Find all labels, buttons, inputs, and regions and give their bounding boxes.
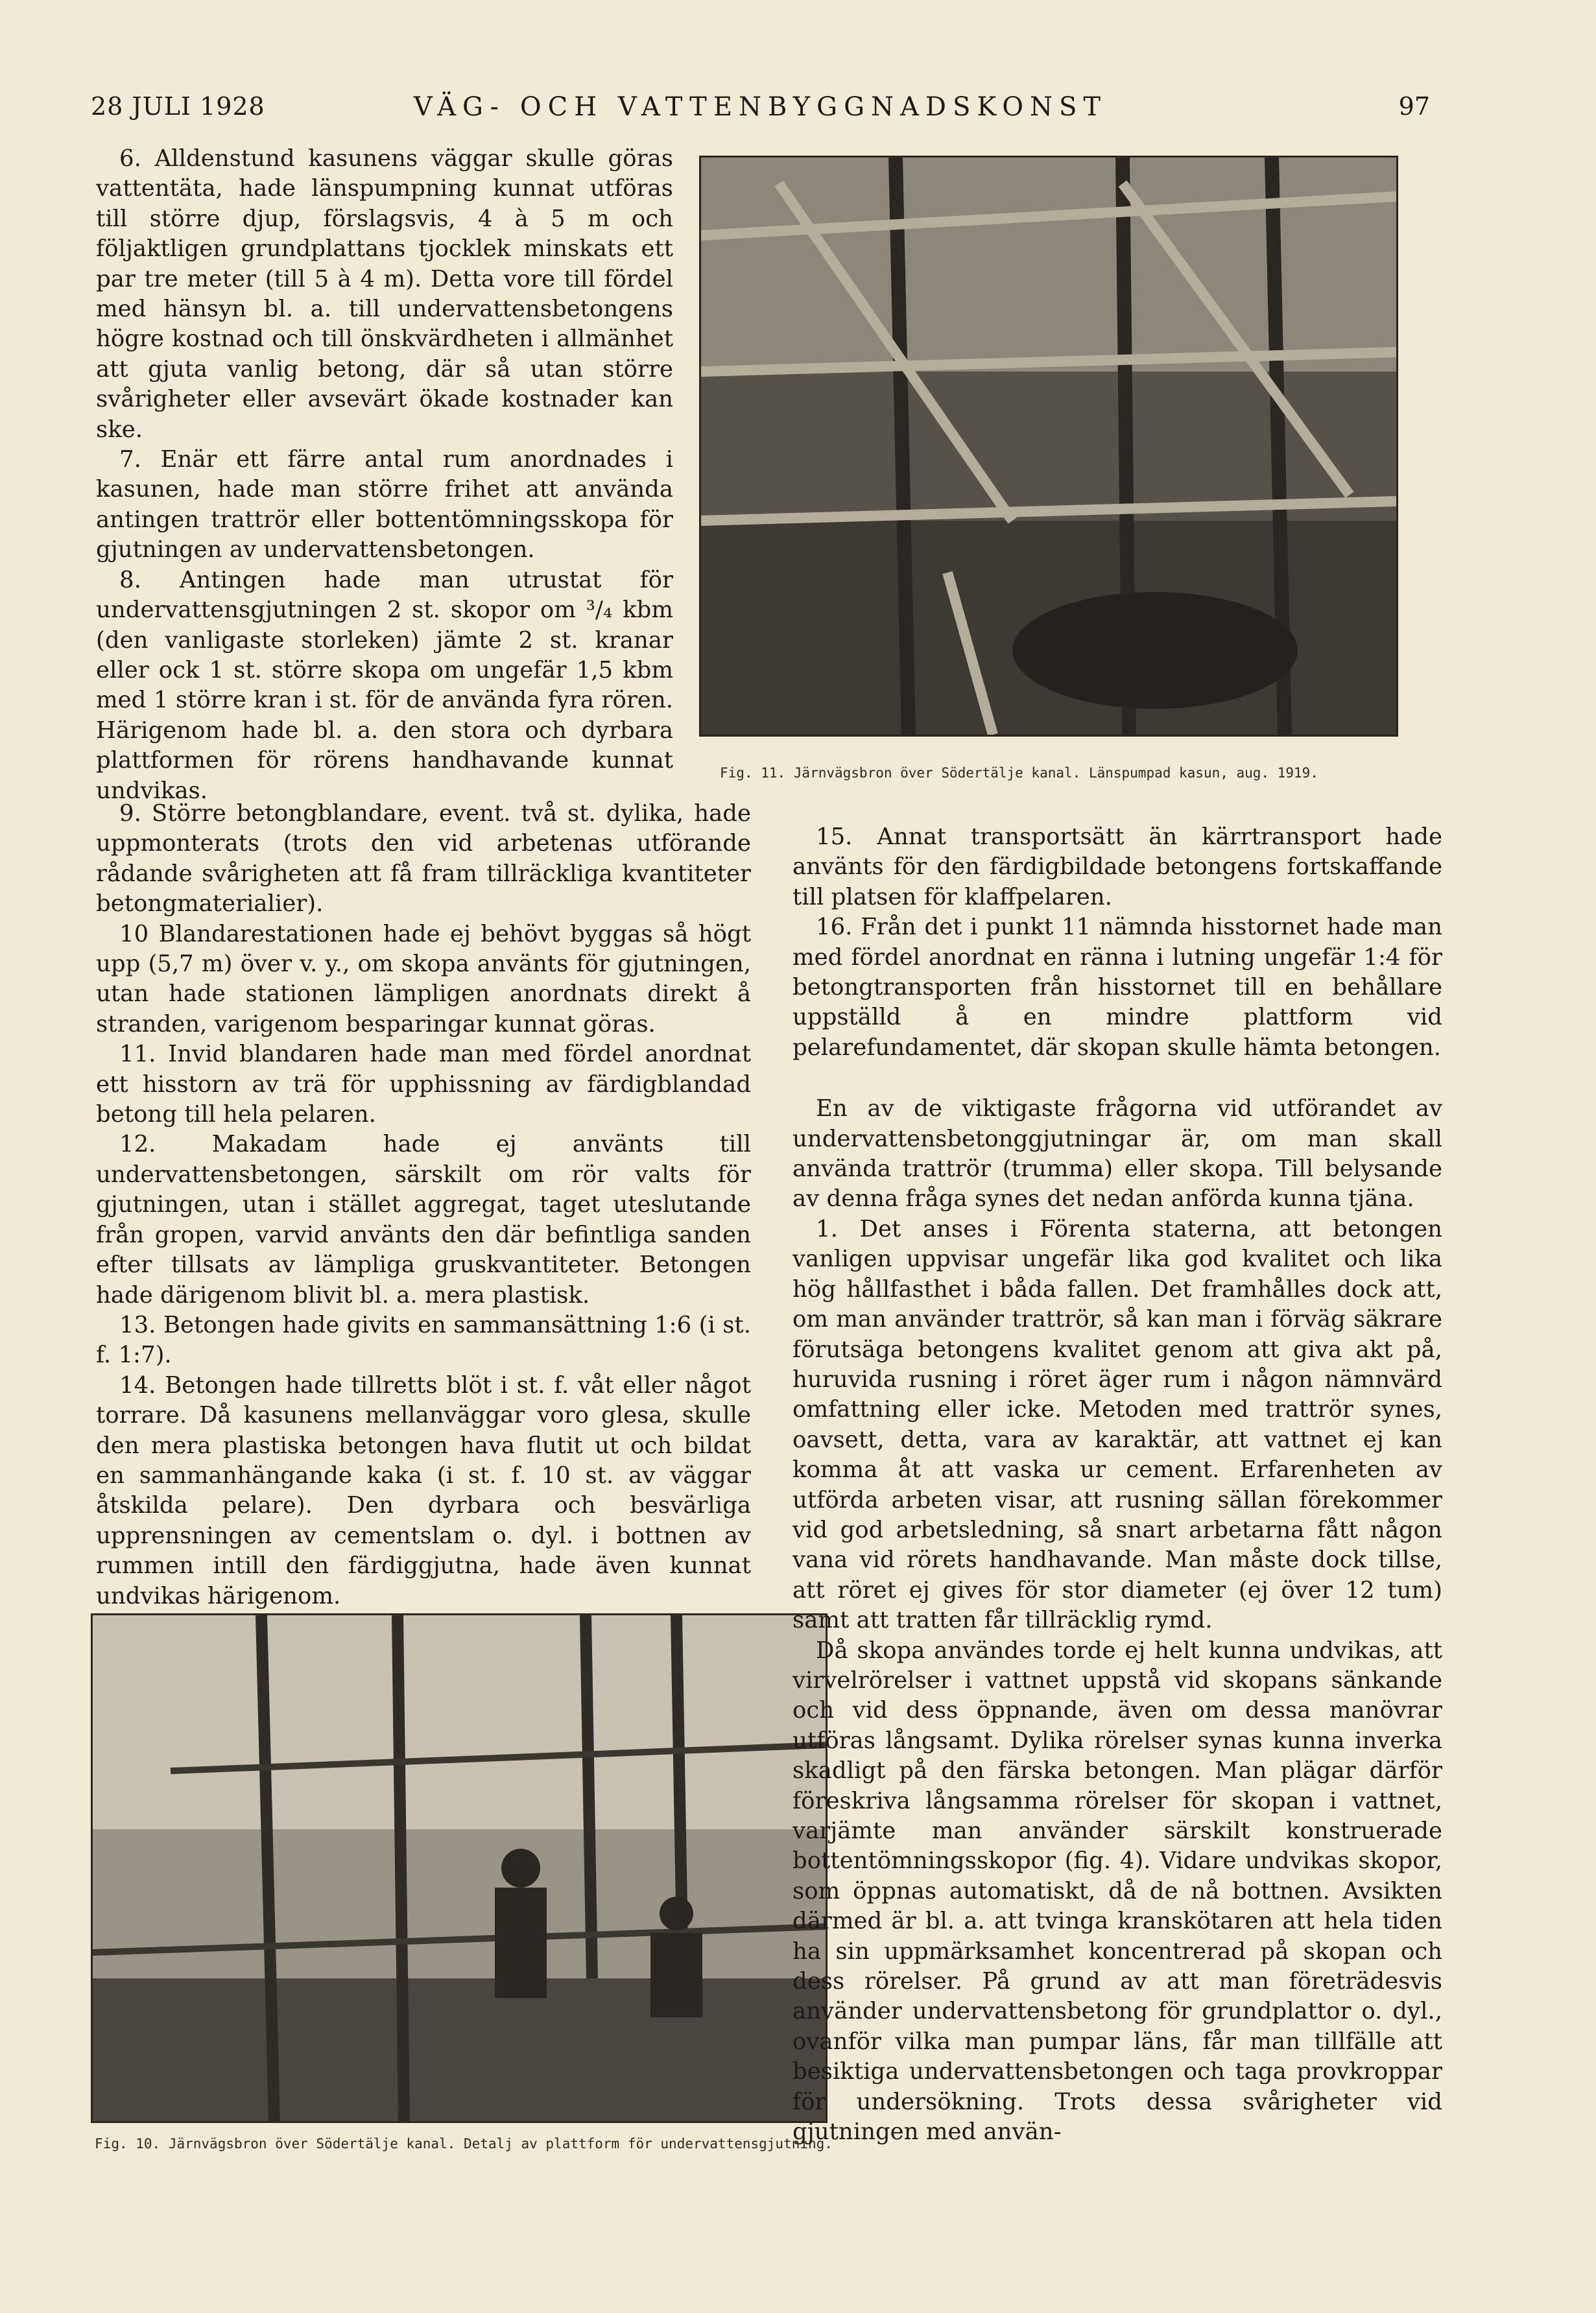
right-column: [792, 822, 1442, 2147]
journal-title: VÄG- OCH VATTENBYGGNADSKONST: [413, 92, 1108, 122]
fig11-photo-illustration: [701, 158, 1396, 735]
paragraph-14: 14. Betongen hade tillretts blöt i st. f. våt eller något torrare. Då kasunens mellanväggar voro glesa, skulle den mera plastiska betongen hava flutit ut och bildat en sammanhängande kaka (i st. f. 10 st. av väggar åtskilda pelare). Den dyrbara och besvärliga upprensningen av cementslam o. dyl. i bottnen av rummen intill den färdiggjutna, hade även kunnat undvikas härigenom.: [96, 1371, 751, 1609]
paragraph-10: 10 Blandarestationen hade ej behövt byggas så högt upp (5,7 m) över v. y., om skopa använts för gjutningen, utan hade stationen lämpligen anordnats direkt å stranden, varigenom besparingar kunnat göras.: [96, 920, 751, 1038]
paragraph-r2: Då skopa användes torde ej helt kunna undvikas, att virvelrörelser i vattnet uppstå vid skopans sänkande och vid dess öppnande, även om dessa manövrar utföras långsamt. Dylika rörelser synas kunna inverka skadligt på den färska betongen. Man plägar därför föreskriva långsamma rörelser för skopan i vattnet, varjämte man använder särskilt konstruerade bottentömningsskopor (fig. 4). Vidare undvikas skopor, som öppnas automatiskt, då de nå bottnen. Avsikten därmed är bl. a. att tvinga kranskötaren att hela tiden ha sin uppmärksamhet koncentrerad på skopan och dess rörelser. På grund av att man företrädesvis använder undervattensbetong för grundplattor o. dyl., ovanför vilka man pumpar läns, får man tillfälle att besiktiga undervattensbetongen och taga provkroppar för undersökning. Trots dessa svårigheter vid gjutningen med använ-: [792, 1637, 1442, 2146]
section-intro: En av de viktigaste frågorna vid utförandet av undervattensbetonggjutningar är, om man skall använda trattrör (trumma) eller skopa. Till belysande av denna fråga synes det nedan anförda kunna tjäna.: [792, 1095, 1442, 1213]
paragraph-7: 7. Enär ett färre antal rum anordnades i kasunen, hade man större frihet att använda antingen trattrör eller bottentömningsskopa för gjutningen av undervattensbetongen.: [96, 446, 673, 563]
fig10-photo-illustration: [93, 1615, 826, 2121]
header-date: 28 JULI 1928: [91, 92, 265, 121]
paragraph-9: 9. Större betongblandare, event. två st. dylika, hade uppmonterats (trots den vid arbetenas utförande rådande svårigheten att få fram tillräckliga kvantiteter betongmaterialier).: [96, 800, 751, 918]
page-number: 97: [1398, 92, 1430, 121]
paragraph-8: 8. Antingen hade man utrustat för undervattensgjutningen 2 st. skopor om ³/₄ kbm (den vanligaste storleken) jämte 2 st. kranar eller ock 1 st. större skopa om ungefär 1,5 kbm med 1 större kran i st. för de använda fyra rören. Härigenom hade bl. a. den stora och dyrbara plattformen för rörens handhavande kunnat undvikas.: [96, 566, 673, 804]
fig10-photo: [91, 1613, 828, 2123]
paragraph-r1: 1. Det anses i Förenta staterna, att betongen vanligen uppvisar ungefär lika god kvalitet och lika hög hållfasthet i båda fallen. Det framhålles dock att, om man använder trattrör, så kan man i förväg säkrare förutsäga betongens kvalitet genom att giva akt på, huruvida rusning i röret äger rum i någon nämnvärd omfattning eller icke. Metoden med trattrör synes, oavsett, detta, vara av karaktär, att vattnet ej kan komma åt att vaska ur cement. Erfarenheten av utförda arbeten visar, att rusning sällan förekommer vid god arbetsledning, så snart arbetarna fått någon vana vid rörets handhavande. Man måste dock tillse, att röret ej gives för stor diameter (ej över 12 tum) samt att tratten får tillräcklig rymd.: [792, 1215, 1442, 1634]
paragraph-13: 13. Betongen hade givits en sammansättning 1:6 (i st. f. 1:7).: [96, 1311, 751, 1369]
paragraph-15: 15. Annat transportsätt än kärrtransport hade använts för den färdigbildade betongens fortskaffande till platsen för klaffpelaren.: [792, 824, 1442, 910]
page-header: [91, 92, 1430, 131]
paragraph-12: 12. Makadam hade ej använts till undervattensbetongen, särskilt om rör valts för gjutningen, utan i stället aggregat, taget uteslutande från gropen, varvid använts den där befintliga sanden efter tillsats av lämpliga gruskvantiteter. Betongen hade därigenom blivit bl. a. mera plastisk.: [96, 1131, 751, 1309]
fig11-caption: Fig. 11. Järnvägsbron över Södertälje kanal. Länspumpad kasun, aug. 1919.: [720, 765, 1318, 781]
left-column-upper: [96, 144, 673, 806]
fig11-photo: [699, 156, 1398, 737]
left-column-lower: [96, 799, 751, 1611]
paragraph-6: 6. Alldenstund kasunens väggar skulle göras vattentäta, hade länspumpning kunnat utföras till större djup, förslagsvis, 4 à 5 m och följaktligen grundplattans tjocklek minskats ett par tre meter (till 5 à 4 m). Detta vore till fördel med hänsyn bl. a. till undervattensbetongens högre kostnad och till önskvärdheten i allmänhet att gjuta vanlig betong, där så utan större svårigheter eller avsevärt ökade kostnader kan ske.: [96, 145, 673, 443]
paragraph-16: 16. Från det i punkt 11 nämnda hisstornet hade man med fördel anordnat en ränna i lutning ungefär 1:4 för betongtransporten från hisstornet till en behållare uppställd å en mindre plattform vid pelarefundamentet, där skopan skulle hämta betongen.: [792, 914, 1442, 1061]
paragraph-11: 11. Invid blandaren hade man med fördel anordnat ett hisstorn av trä för upphissning av färdigblandad betong till hela pelaren.: [96, 1041, 751, 1128]
fig10-caption: Fig. 10. Järnvägsbron över Södertälje kanal. Detalj av plattform för undervattensgjutning.: [95, 2136, 833, 2152]
